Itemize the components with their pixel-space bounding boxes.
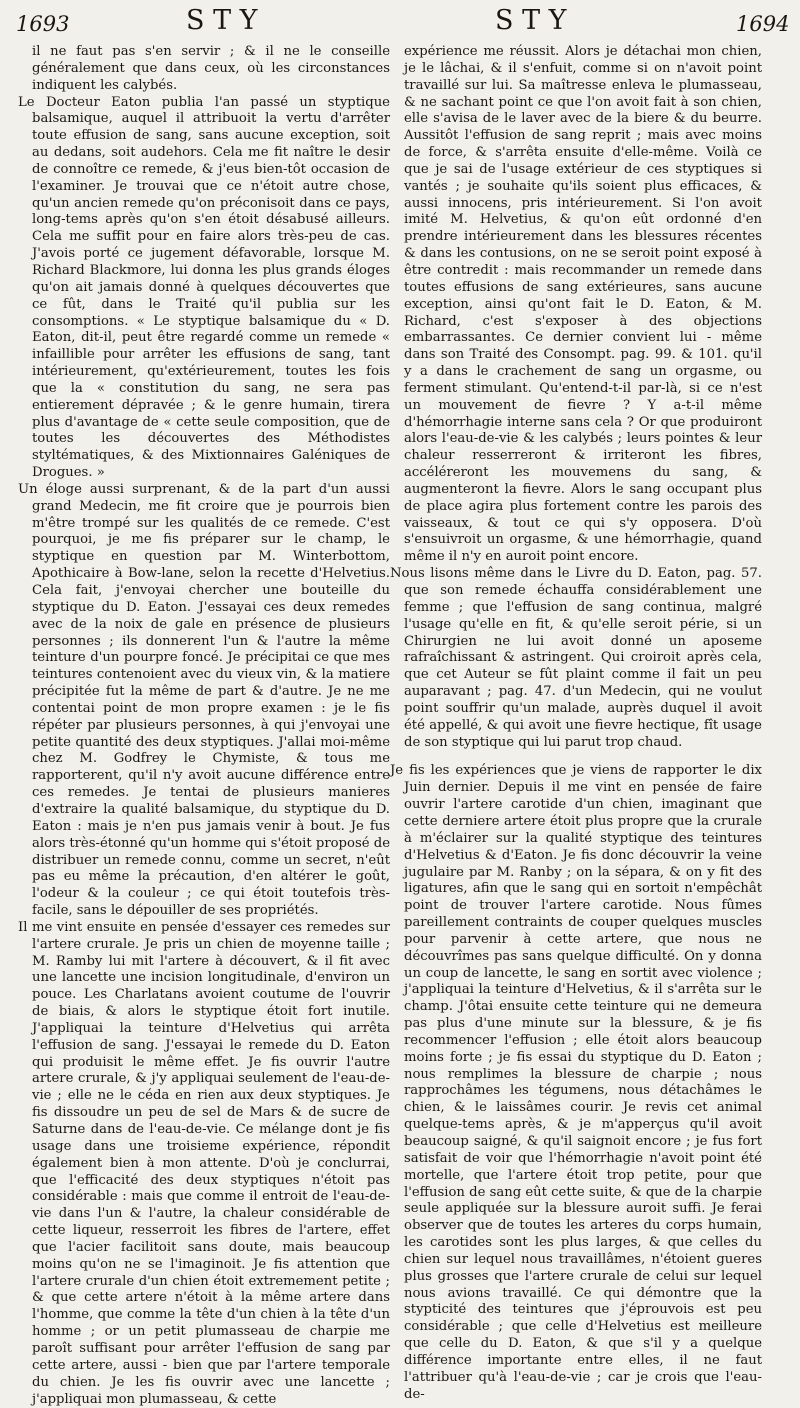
page-number-right: 1694 (736, 12, 790, 36)
left-column (18, 44, 390, 1407)
running-head-right: S T Y (495, 5, 567, 36)
running-head-left: S T Y (186, 5, 258, 36)
paragraph: Je fis les expériences que je viens de rapporter le dix Juin dernier. Depuis il me vint en pensée de faire ouvrir l'artere carotide d'un chien, imaginant que cette derniere artere étoit plus propre que la crurale à m'éclairer sur la qualité styptique des teintures d'Helvetius & d'Eaton. Je fis donc découvrir la veine jugulaire par M. Ranby ; on la sépara, & on y fit des ligatures, afin que le sang qui en sortoit n'empêchât point de trouver l'artere carotide. Nous fûmes pareillement contraints de couper quelques muscles pour parvenir à cette artere, que nous ne découvrîmes pas sans quelque difficulté. On y donna un coup de lancette, le sang en sortit avec violence ; j'appliquai la teinture d'Helvetius, & il s'arrêta sur le champ. J'ôtai ensuite cette teinture qui ne demeura pas plus d'une minute sur la blessure, & je fis recommencer l'effusion ; elle étoit alors beaucoup moins forte ; je fis essai du styptique du D. Eaton ; nous remplimes la blessure de charpie ; nous rapprochâmes les tégumens, nous détachâmes le chien, & le laissâmes courir. Je revis cet animal quelque-tems après, & je m'apperçus qu'il avoit beaucoup saigné, & qu'il saignoit encore ; je fus fort satisfait de voir que l'hémorrhagie n'avoit point été mortelle, que l'artere étoit trop petite, pour que l'effusion de sang eût cette suite, & que de la charpie seule appliquée sur la blessure auroit suffi. Je ferai observer que de toutes les arteres du corps humain, les carotides sont les plus larges, & que celles du chien sur lequel nous travaillâmes, n'étoient gueres plus grosses que l'artere crurale de celui sur lequel nous avions travaillé. Ce qui démontre que la stypticité des teintures que j'éprouvois est peu considérable ; que celle d'Helvetius est meilleure que celle du D. Eaton, & que s'il y a quelque différence importante entre elles, il ne faut l'attribuer qu'à l'eau-de-vie ; car je crois que l'eau-de- (390, 763, 762, 1402)
paragraph: il ne faut pas s'en servir ; & il ne le conseille généralement que dans ceux, où les circonstances indiquent les calybés. (32, 44, 390, 93)
right-column (390, 44, 762, 1402)
paragraph: Le Docteur Eaton publia l'an passé un styptique balsamique, auquel il attribuoit la vertu d'arrêter toute effusion de sang, sans aucune exception, soit au dedans, soit audehors. Cela me fit naître le desir de connoître ce remede, & j'eus bien-tôt occasion de l'examiner. Je trouvai que ce n'étoit autre chose, qu'un ancien remede qu'on préconisoit dans ce pays, long-tems après qu'on s'en étoit désabusé ailleurs. Cela me suffit pour en faire alors très-peu de cas. J'avois porté ce jugement défavorable, lorsque M. Richard Blackmore, lui donna les plus grands éloges qu'on ait jamais donné à quelques découvertes que ce fût, dans le Traité qu'il publia sur les consomptions. « Le styptique balsamique du « D. Eaton, dit-il, peut être regardé comme un remede « infaillible pour arrêter les effusions de sang, tant intérieurement, qu'extérieurement, toutes les fois que la « constitution du sang, ne sera pas entierement dépravée ; & le genre humain, tirera plus d'avantage de « cette seule composition, que de toutes les découvertes des Méthodistes styltématiques, & des Mixtionnaires Galéniques de Drogues. » (18, 94, 390, 481)
page-number-left: 1693 (16, 12, 70, 36)
paragraph: Nous lisons même dans le Livre du D. Eaton, pag. 57. que son remede échauffa considérablement une femme ; que l'effusion de sang continua, malgré l'usage qu'elle en fit, & qu'elle seroit périe, si un Chirurgien ne lui avoit donné un aposeme rafraîchissant & astringent. Qui croiroit après cela, que cet Auteur se fût plaint comme il fait un peu auparavant ; pag. 47. d'un Medecin, qui ne voulut point souffrir qu'un malade, auprès duquel il avoit été appellé, & qui avoit une fievre hectique, fît usage de son styptique qui lui parut trop chaud. (390, 566, 762, 750)
paragraph: Un éloge aussi surprenant, & de la part d'un aussi grand Medecin, me fit croire que je pourrois bien m'être trompé sur les qualités de ce remede. C'est pourquoi, je me fis préparer sur le champ, le styptique en question par M. Winterbottom, Apothicaire à Bow-lane, selon la recette d'Helvetius. Cela fait, j'envoyai chercher une bouteille du styptique du D. Eaton. J'essayai ces deux remedes avec de la noix de gale en présence de plusieurs personnes ; ils donnerent l'un & l'autre la même teinture d'un pourpre foncé. Je précipitai ce que mes teintures contenoient avec du vieux vin, & la matiere précipitée fut la même de part & d'autre. Je ne me contentai point de mon propre examen : je le fis répéter par plusieurs personnes, à qui j'envoyai une petite quantité des deux styptiques. J'allai moi-même chez M. Godfrey le Chymiste, & tous me rapporterent, qu'il n'y avoit aucune différence entre ces remedes. Je tentai de plusieurs manieres d'extraire la qualité balsamique, du styptique du D. Eaton : mais je n'en pus jamais venir à bout. Je fus alors très-étonné qu'un homme qui s'étoit proposé de distribuer un remede connu, comme un secret, n'eût pas eu même la précaution, d'en altérer le goût, l'odeur & la couleur ; ce qui étoit toutefois très-facile, sans le dépouiller de ses propriétés. (18, 481, 390, 919)
paragraph: expérience me réussit. Alors je détachai mon chien, je le lâchai, & il s'enfuit, comme si on n'avoit point travaillé sur lui. Sa maîtresse enleva le plumasseau, & ne sachant point ce que l'on avoit fait à son chien, elle s'avisa de le laver avec de la biere & du beurre. Aussitôt l'effusion de sang reprit ; mais avec moins de force, & s'arrêta ensuite d'elle-même. Voilà ce que je sai de l'usage extérieur de ces styptiques si vantés ; je souhaite qu'ils soient plus efficaces, & aussi innocens, pris intérieurement. Si l'on avoit imité M. Helvetius, & qu'on eût ordonné d'en prendre intérieurement dans les blessures récentes & dans les contusions, on ne se seroit point exposé à être contredit : mais recommander un remede dans toutes effusions de sang extérieures, sans aucune exception, ainsi qu'ont fait le D. Eaton, & M. Richard, c'est s'exposer à des objections embarrassantes. Ce dernier convient lui - même dans son Traité des Consompt. pag. 99. & 101. qu'il y a dans le crachement de sang un orgasme, ou ferment stimulant. Qu'entend-t-il par-là, si ce n'est un mouvement de fievre ? Y a-t-il même d'hémorrhagie interne sans cela ? Or que produiront alors l'eau-de-vie & les calybés ; leurs pointes & leur chaleur resserreront & irriteront les fibres, accéléreront les mouvemens du sang, & augmenteront la fievre. Alors le sang occupant plus de place agira plus fortement contre les parois des vaisseaux, & tout ce qui s'y opposera. D'où s'ensuivroit un orgasme, & une hémorrhagie, quand même il n'y en auroit point encore. (404, 44, 762, 565)
paragraph: Il me vint ensuite en pensée d'essayer ces remedes sur l'artere crurale. Je pris un chien de moyenne taille ; M. Ramby lui mit l'artere à découvert, & il fit avec une lancette une incision longitudinale, d'environ un pouce. Les Charlatans avoient coutume de l'ouvrir de biais, & alors le styptique étoit fort inutile. J'appliquai la teinture d'Helvetius qui arrêta l'effusion de sang. J'essayai le remede du D. Eaton qui produisit le même effet. Je fis ouvrir l'autre artere crurale, & j'y appliquai seulement de l'eau-de-vie ; elle ne le céda en rien aux deux styptiques. Je fis dissoudre un peu de sel de Mars & de sucre de Saturne dans de l'eau-de-vie. Ce mélange dont je fis usage dans une troisieme expérience, répondit également bien à mon attente. D'où je conclurrai, que l'efficacité des deux styptiques n'étoit pas considérable : mais que comme il entroit de l'eau-de-vie dans l'un & l'autre, la chaleur considérable de cette liqueur, resserroit les fibres de l'artere, effet que l'acier facilitoit sans doute, mais beaucoup moins qu'on ne se l'imaginoit. Je fis attention que l'artere crurale d'un chien étoit extremement petite ; & que cette artere n'étoit à la même artere dans l'homme, que comme la tête d'un chien à la tête d'un homme ; or un petit plumasseau de charpie me paroît suffisant pour arrêter l'effusion de sang par cette artere, aussi - bien que par l'artere temporale du chien. Je les fis ouvrir avec une lancette ; j'appliquai mon plumasseau, & cette (18, 919, 390, 1407)
